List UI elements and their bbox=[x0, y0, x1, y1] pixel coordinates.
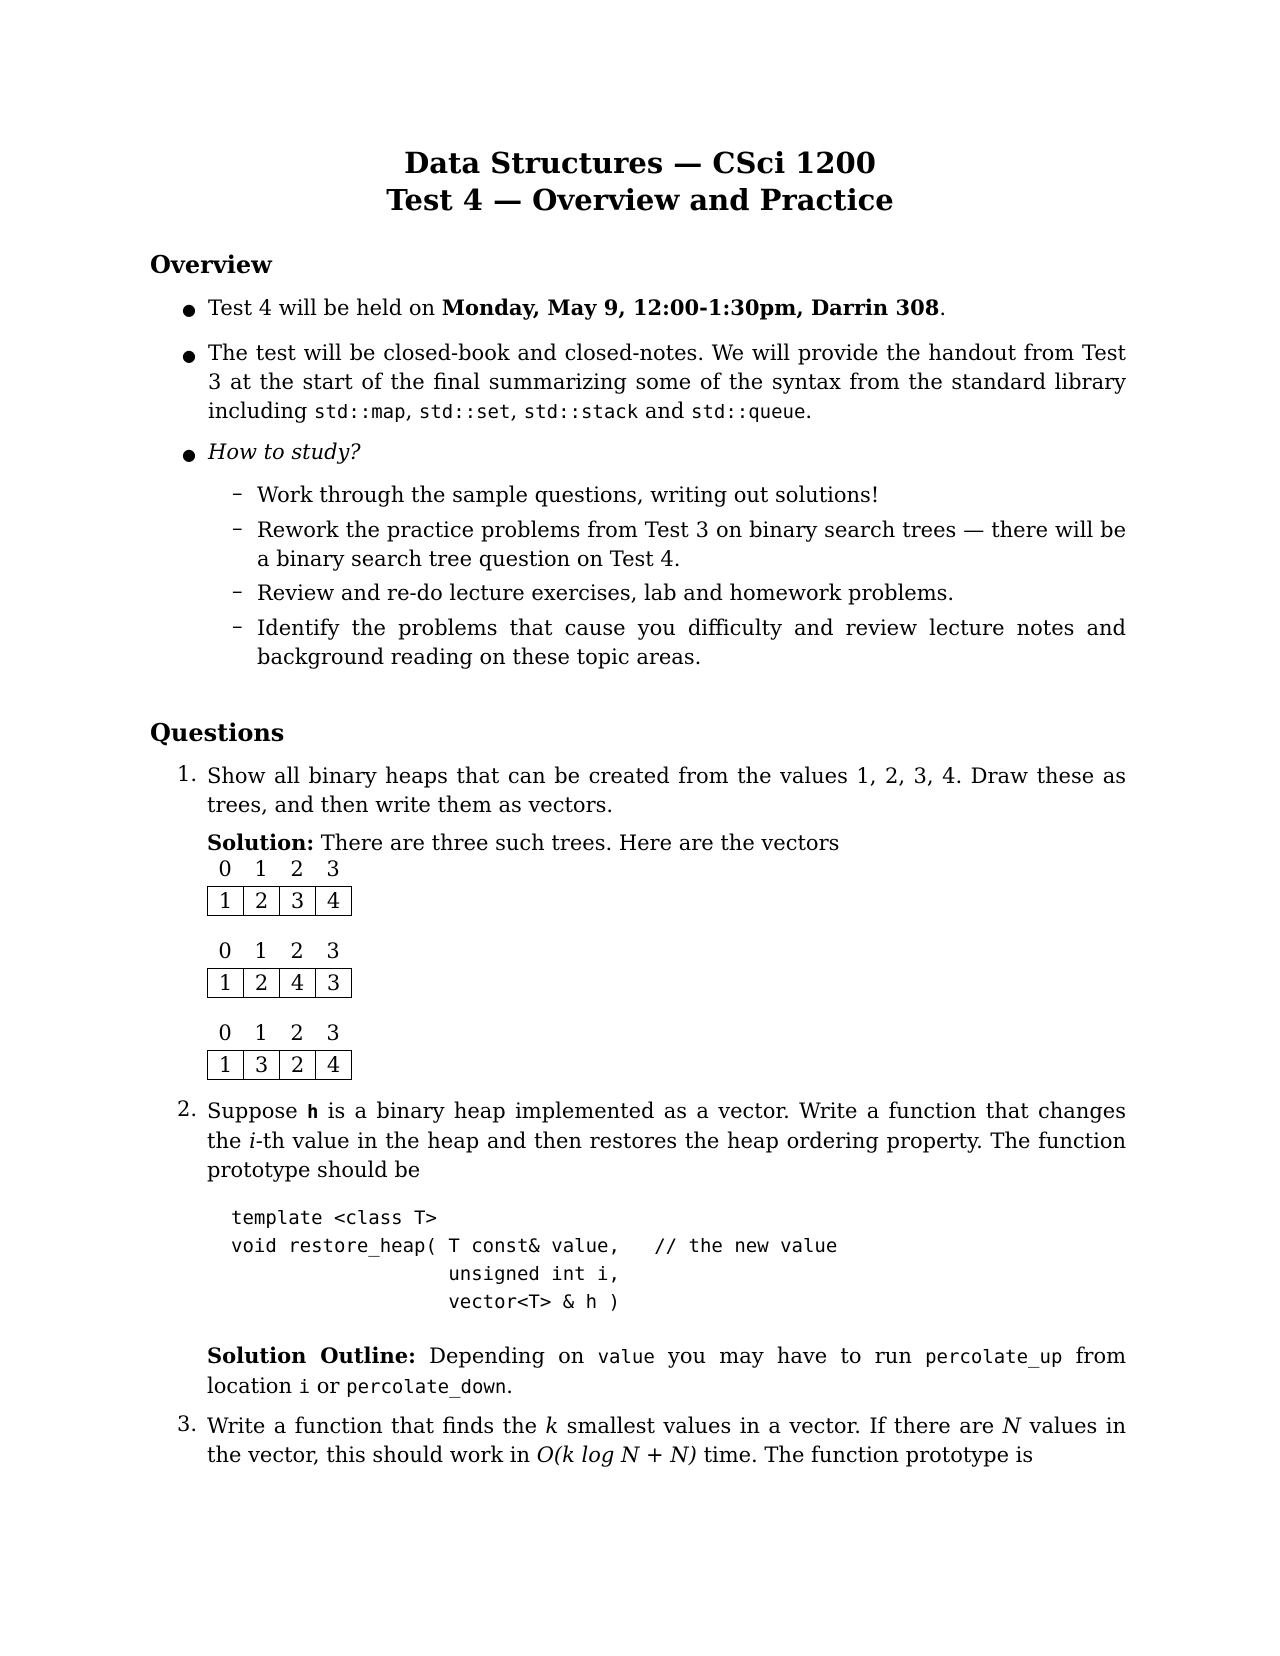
q2-solution-part: Depending on bbox=[415, 1344, 598, 1368]
vector-index: 0 bbox=[218, 939, 232, 963]
vector-cell: 1 bbox=[208, 1051, 244, 1079]
vector-index: 2 bbox=[290, 857, 304, 881]
dash-icon: – bbox=[232, 481, 243, 505]
code-percolate-up: percolate_up bbox=[925, 1346, 1063, 1368]
period: . bbox=[805, 399, 813, 423]
code-std-stack: std::stack bbox=[523, 401, 639, 423]
code-std-set: std::set bbox=[418, 401, 511, 423]
vector-cell: 3 bbox=[244, 1051, 280, 1079]
question-3-text bbox=[207, 1412, 1126, 1470]
overview-bullet-3 bbox=[208, 438, 1126, 467]
solution-label: Solution: bbox=[207, 830, 315, 855]
dash-icon: – bbox=[232, 614, 243, 638]
how-to-study: How to study? bbox=[208, 440, 361, 464]
overview-heading: Overview bbox=[150, 250, 272, 279]
solution-text: There are three such trees. Here are the vectors bbox=[314, 831, 840, 855]
q3-text-part: time. The function prototype is bbox=[696, 1443, 1034, 1467]
vector-index: 3 bbox=[326, 857, 340, 881]
dash-icon: – bbox=[232, 579, 243, 603]
vector-cell: 4 bbox=[326, 889, 341, 913]
overview-bullet-2 bbox=[208, 339, 1126, 427]
complexity-formula: O(k log N + N) bbox=[536, 1443, 697, 1467]
vector-index: 2 bbox=[290, 1021, 304, 1045]
vector-index: 3 bbox=[326, 1021, 340, 1045]
bullet-1-prefix: Test 4 will be held on bbox=[208, 296, 442, 320]
heap-vector-2 bbox=[207, 968, 352, 998]
bullet-icon: ● bbox=[182, 445, 196, 464]
vector-cell: 4 bbox=[326, 1053, 341, 1077]
vector-cell: 1 bbox=[208, 887, 244, 915]
solution-outline-label: Solution Outline: bbox=[207, 1343, 416, 1368]
q2-text-part: Suppose bbox=[207, 1099, 307, 1123]
study-item-3: Review and re-do lecture exercises, lab and homework problems. bbox=[257, 581, 955, 605]
bullet-2-text: The test will be closed-book and closed-notes. We will provide the handout from Test 3 at the start of the final summarizing some of the syntax from the standard library including bbox=[208, 341, 1126, 423]
test-date-location: Monday, May 9, 12:00-1:30pm, Darrin 308 bbox=[441, 295, 940, 320]
question-2-solution bbox=[207, 1341, 1126, 1402]
heap-vector-3 bbox=[207, 1050, 352, 1080]
separator: and bbox=[638, 399, 692, 423]
vector-index: 0 bbox=[218, 1021, 232, 1045]
q2-text-part: -th value in the heap and then restores the heap ordering property. The function prototype should be bbox=[207, 1129, 1126, 1182]
code-i: i bbox=[298, 1376, 311, 1398]
q2-solution-part: you may have to run bbox=[654, 1344, 926, 1368]
dash-icon: – bbox=[232, 516, 243, 540]
vector-index: 3 bbox=[326, 939, 340, 963]
study-item-2: Rework the practice problems from Test 3 on binary search trees — there will be a binary search tree question on Test 4. bbox=[257, 518, 1126, 571]
vector-index: 2 bbox=[290, 939, 304, 963]
restore-heap-prototype: template <class T> void restore_heap( T const& value, // the new value unsigned int i, vector<T> & h ) bbox=[231, 1207, 838, 1313]
vector-cell: 2 bbox=[280, 1051, 316, 1079]
bullet-icon: ● bbox=[182, 300, 196, 319]
separator: , bbox=[405, 399, 419, 423]
question-1-solution bbox=[207, 828, 1126, 858]
vector-cell: 2 bbox=[244, 969, 280, 997]
vector-cell: 2 bbox=[244, 887, 280, 915]
vector-index: 1 bbox=[254, 857, 268, 881]
study-item-4: Identify the problems that cause you difficulty and review lecture notes and background reading on these topic areas. bbox=[257, 616, 1126, 669]
separator: , bbox=[510, 399, 524, 423]
code-std-queue: std::queue bbox=[691, 401, 806, 423]
title-line-2: Test 4 — Overview and Practice bbox=[386, 183, 894, 217]
italic-k: k bbox=[545, 1414, 559, 1438]
italic-n: N bbox=[1002, 1414, 1022, 1438]
bullet-icon: ● bbox=[182, 346, 196, 365]
questions-heading: Questions bbox=[150, 718, 285, 747]
bullet-1-suffix: . bbox=[939, 296, 946, 320]
code-percolate-down: percolate_down bbox=[346, 1376, 507, 1398]
title-line-1: Data Structures — CSci 1200 bbox=[404, 146, 876, 180]
vector-cell: 3 bbox=[280, 887, 316, 915]
study-item-1: Work through the sample questions, writing out solutions! bbox=[257, 483, 880, 507]
q3-text-part: values in the vector, this should work in bbox=[207, 1414, 1126, 1467]
code-std-map: std::map bbox=[314, 401, 406, 423]
italic-i: i bbox=[249, 1129, 256, 1153]
overview-bullet-1 bbox=[208, 293, 1126, 323]
heap-vector-1 bbox=[207, 886, 352, 916]
vector-cell: 1 bbox=[208, 969, 244, 997]
q3-text-part: smallest values in a vector. If there are bbox=[558, 1414, 1003, 1438]
code-value: value bbox=[597, 1346, 655, 1368]
code-h: h bbox=[306, 1101, 319, 1123]
question-2-number: 2. bbox=[177, 1097, 198, 1121]
vector-cell: 3 bbox=[326, 971, 341, 995]
vector-cell: 4 bbox=[280, 969, 316, 997]
question-1-text: Show all binary heaps that can be created from the values 1, 2, 3, 4. Draw these as trees, and then write them as vectors. bbox=[207, 764, 1126, 817]
vector-index: 1 bbox=[254, 1021, 268, 1045]
vector-index: 1 bbox=[254, 939, 268, 963]
q2-solution-part: from location bbox=[207, 1344, 1127, 1398]
question-1-number: 1. bbox=[177, 762, 198, 786]
q2-text-part: is a binary heap implemented as a vector. Write a function that changes the bbox=[207, 1099, 1126, 1153]
q2-solution-part: . bbox=[506, 1374, 513, 1398]
question-2-text bbox=[207, 1097, 1126, 1185]
question-3-number: 3. bbox=[177, 1412, 198, 1436]
q3-text-part: Write a function that finds the bbox=[207, 1414, 546, 1438]
vector-index: 0 bbox=[218, 857, 232, 881]
q2-solution-part: or bbox=[310, 1374, 347, 1398]
